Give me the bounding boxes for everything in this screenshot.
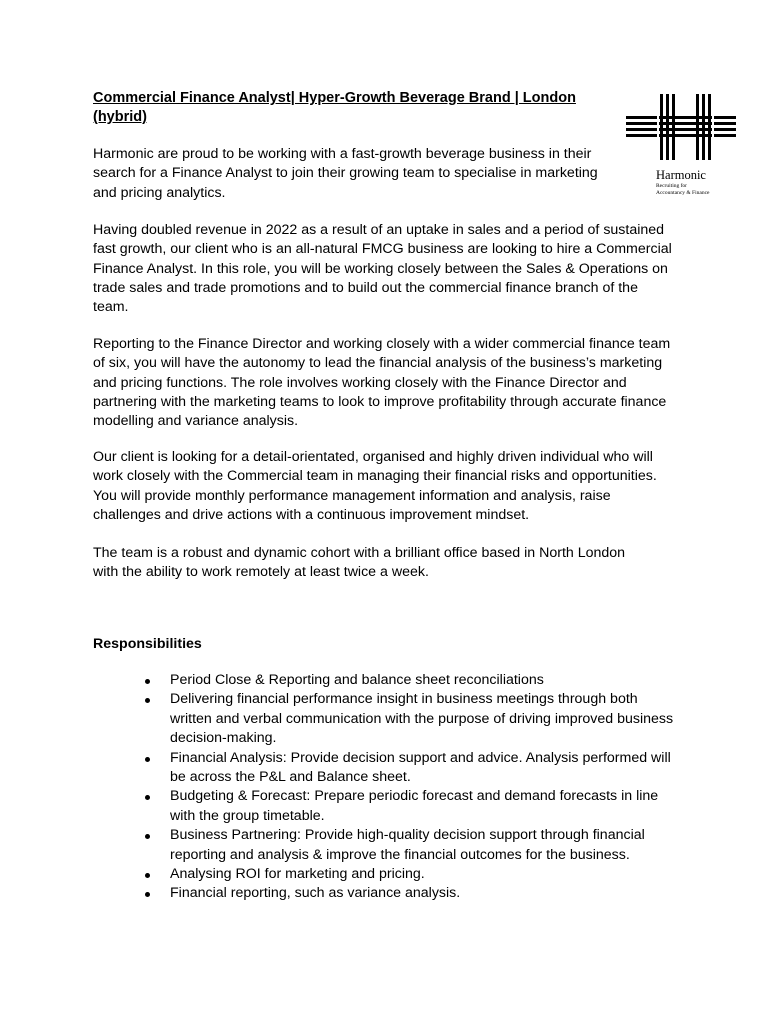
logo-tagline-line-1: Recruiting for xyxy=(656,183,688,189)
paragraph-candidate: Our client is looking for a detail-orientated, organised and highly driven individual who will work closely with the Commercial team in managing their financial risks and opportunities. You will provide monthly performance management information and analysis, raise challenges and drive actions with a continuous improvement mindset. xyxy=(93,449,657,523)
logo-tagline xyxy=(656,183,709,196)
list-item xyxy=(140,826,680,865)
list-item-text: Financial reporting, such as variance analysis. xyxy=(170,885,461,902)
list-item-text: Delivering financial performance insight in business meetings through both written and verbal communication with the purpose of driving improved business decision-making. xyxy=(170,691,674,747)
list-item-text: Period Close & Reporting and balance sheet reconciliations xyxy=(170,672,544,688)
list-item-text: Financial Analysis: Provide decision support and advice. Analysis performed will be across the P&L and Balance sheet. xyxy=(170,749,671,786)
responsibilities-list xyxy=(140,671,680,904)
list-item xyxy=(140,787,680,826)
bullet-icon xyxy=(145,679,150,684)
list-item-text: Business Partnering: Provide high-quality decision support through financial reporting and analysis & improve the financial outcomes for the business. xyxy=(170,827,645,863)
logo-tagline-line-2: Accountancy & Finance xyxy=(656,189,710,196)
bullet-icon xyxy=(145,892,150,897)
paragraph-team: The team is a robust and dynamic cohort with a brilliant office based in North London with the ability to work remotely at least twice a week. xyxy=(93,545,626,581)
list-item xyxy=(140,749,680,788)
bullet-icon xyxy=(145,873,150,878)
bullet-icon xyxy=(145,757,150,762)
paragraph-intro: Harmonic are proud to be working with a fast-growth beverage business in their search for a Finance Analyst to join their growing team to specialise in marketing and pricing analytics. xyxy=(93,146,598,201)
paragraph-reporting: Reporting to the Finance Director and working closely with a wider commercial finance team of six, you will have the autonomy to lead the financial analysis of the business’s marketing and pricing functions. The role involves working closely with the Finance Director and partnering with the marketing teams to look to improve profitability through accurate finance modelling and variance analysis. xyxy=(93,336,671,430)
bullet-icon xyxy=(145,795,150,800)
logo-name: Harmonic xyxy=(656,168,706,182)
list-item-text: Analysing ROI for marketing and pricing. xyxy=(170,866,425,883)
responsibilities-heading: Responsibilities xyxy=(93,636,202,652)
bullet-icon xyxy=(145,834,150,839)
list-item xyxy=(140,671,680,690)
paragraph-background: Having doubled revenue in 2022 as a result of an uptake in sales and a period of sustained fast growth, our client who is an all-natural FMCG business are looking to hire a Commercial Finance Analyst. In this role, you will be working closely between the Sales & Operations on trade sales and trade promotions and to build out the commercial finance branch of the team. xyxy=(93,222,672,316)
list-item xyxy=(140,690,680,748)
harmonic-h-logo-icon xyxy=(626,94,736,160)
list-item-text: Budgeting & Forecast: Prepare periodic forecast and demand forecasts in line with the group timetable. xyxy=(170,788,659,824)
job-title: Commercial Finance Analyst| Hyper-Growth Beverage Brand | London (hybrid) xyxy=(93,90,576,125)
list-item xyxy=(140,884,680,903)
list-item xyxy=(140,865,680,884)
harmonic-logo xyxy=(624,94,736,200)
bullet-icon xyxy=(145,698,150,703)
